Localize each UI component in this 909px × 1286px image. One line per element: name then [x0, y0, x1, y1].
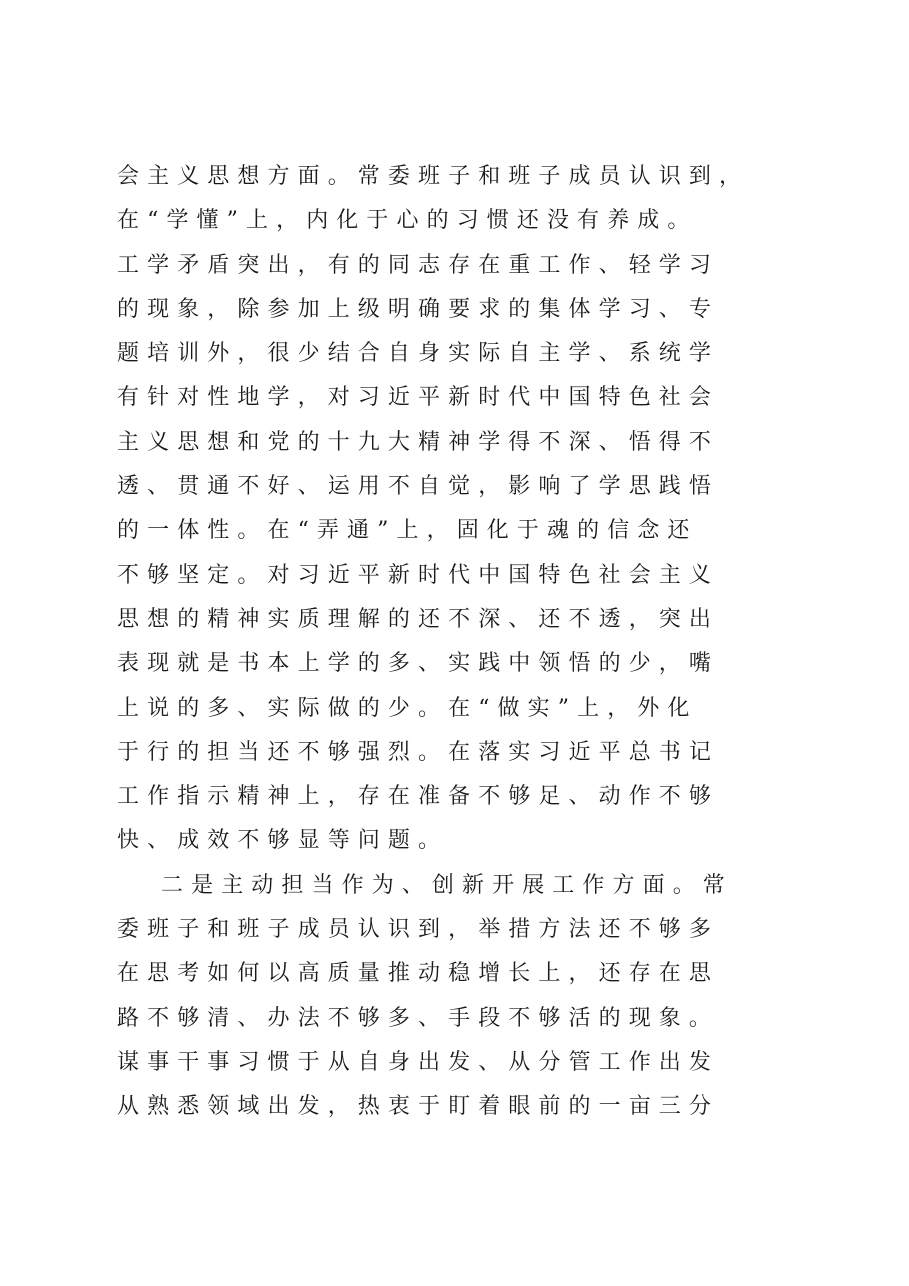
- text-line: 工作指示精神上，存在准备不够足、动作不够: [117, 784, 720, 810]
- text-line: 题培训外，很少结合自身实际自主学、系统学: [117, 341, 720, 367]
- text-line: 主义思想和党的十九大精神学得不深、悟得不: [117, 429, 720, 455]
- body-text: [117, 155, 817, 1130]
- text-line: 在“学懂”上，内化于心的习惯还没有养成。: [117, 208, 698, 234]
- text-line: 的现象，除参加上级明确要求的集体学习、专: [117, 296, 720, 322]
- text-line: 的一体性。在“弄通”上，固化于魂的信念还: [117, 518, 698, 544]
- paragraph-start-line: 二是主动担当作为、创新开展工作方面。常: [161, 872, 733, 898]
- text-line: 不够坚定。对习近平新时代中国特色社会主义: [117, 562, 720, 588]
- text-line: 在思考如何以高质量推动稳增长上，还存在思: [117, 961, 720, 987]
- text-line: 有针对性地学，对习近平新时代中国特色社会: [117, 385, 720, 411]
- text-line: 于行的担当还不够强烈。在落实习近平总书记: [117, 739, 720, 765]
- text-line: 透、贯通不好、运用不自觉，影响了学思践悟: [117, 474, 720, 500]
- text-line: 委班子和班子成员认识到，举措方法还不够多: [117, 917, 720, 943]
- text-line: 路不够清、办法不够多、手段不够活的现象。: [117, 1005, 720, 1031]
- text-line: 工学矛盾突出，有的同志存在重工作、轻学习: [117, 252, 720, 278]
- text-line: 快、成效不够显等问题。: [117, 828, 449, 854]
- text-line: 思想的精神实质理解的还不深、还不透，突出: [117, 606, 720, 632]
- text-line: 谋事干事习惯于从自身出发、从分管工作出发: [117, 1049, 720, 1075]
- text-line: 表现就是书本上学的多、实践中领悟的少，嘴: [117, 651, 720, 677]
- text-line: 会主义思想方面。常委班子和班子成员认识到，: [117, 164, 750, 189]
- text-line: 从熟悉领域出发，热衷于盯着眼前的一亩三分: [117, 1094, 720, 1120]
- text-line: 上说的多、实际做的少。在“做实”上，外化: [117, 695, 698, 721]
